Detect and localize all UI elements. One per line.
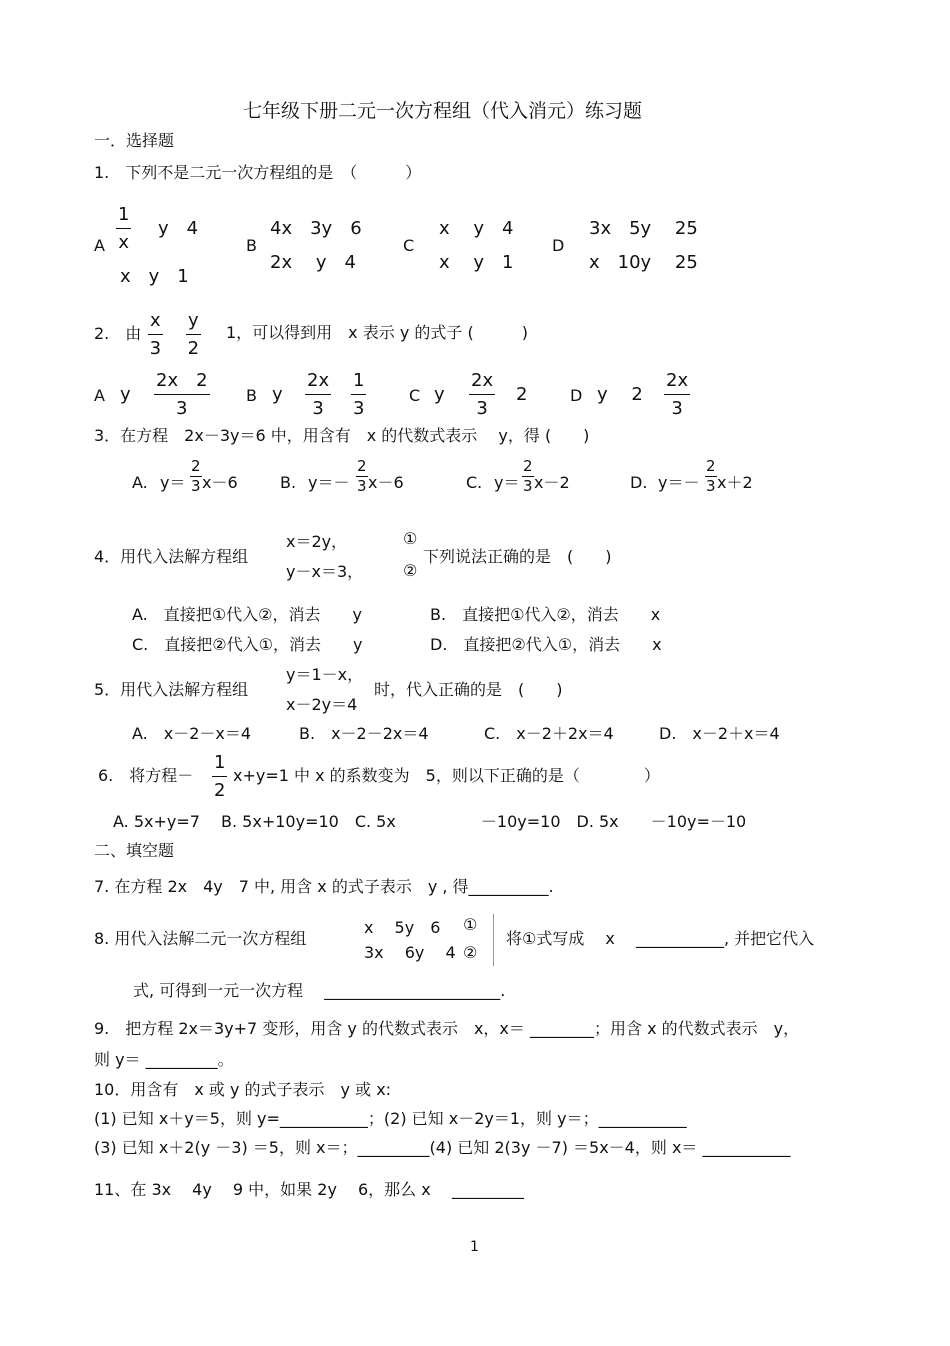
section-fill-heading: 二、填空题 <box>94 841 175 860</box>
q3-c-den: 3 <box>523 477 533 495</box>
q3-b-num: 2 <box>357 457 367 475</box>
page-title: 七年级下册二元一次方程组（代入消元）练习题 <box>243 100 643 122</box>
q2-option-c-tail: 2 <box>516 384 528 405</box>
q1-option-a-fraction <box>116 206 131 252</box>
q2-option-c-y: y <box>434 384 445 405</box>
q2-c-num: 2x <box>469 372 495 395</box>
q3-option-b-label: B. <box>280 473 297 492</box>
q2-option-c-fraction <box>469 372 495 418</box>
q5-option-b: B. x－2－2x＝4 <box>299 724 429 743</box>
q1-option-b-eq2: 2x y 4 <box>270 252 356 273</box>
q2-f1-num: x <box>148 312 163 335</box>
q1-option-b-label: B <box>246 236 257 255</box>
q3-option-b-fraction <box>356 459 368 494</box>
q3-d-den: 3 <box>706 477 716 495</box>
q3-c-num: 2 <box>523 457 533 475</box>
q2-option-d-fraction <box>664 372 690 418</box>
q3-option-c-fraction <box>522 459 534 494</box>
q2-option-a-fraction <box>154 372 210 418</box>
q9-line1: 9. 把方程 2x＝3y+7 变形，用含 y 的代数式表示 x，x＝ ________；用含 x 的代数式表示 y， <box>94 1019 800 1038</box>
q5-option-d: D. x－2＋x＝4 <box>659 724 780 743</box>
q3-option-a-pre: y＝ <box>160 473 186 492</box>
page-number: 1 <box>470 1239 479 1255</box>
q2-d-num: 2x <box>664 372 690 395</box>
q8-eq1: x 5y 6 <box>364 918 441 937</box>
q3-b-den: 3 <box>357 477 367 495</box>
q3-option-c-label: C. <box>466 473 483 492</box>
q2-option-b-fraction2 <box>351 372 366 418</box>
q2-a-den: 3 <box>176 398 188 419</box>
q6-stem-pre: 6. 将方程－ <box>98 766 194 785</box>
q8-divider <box>493 914 494 966</box>
q8-stem-post: 将①式写成 x ___________, 并把它代入 <box>506 929 815 948</box>
q3-stem: 3．在方程 2x－3y＝6 中，用含有 x 的代数式表示 y，得 ( ) <box>94 426 590 445</box>
q2-option-d-label: D <box>570 386 583 405</box>
q8-line2: 式, 可得到一元一次方程 ______________________. <box>133 981 506 1000</box>
q2-f1-den: 3 <box>149 338 162 359</box>
q3-d-num: 2 <box>706 457 716 475</box>
q4-mark2: ② <box>403 561 418 580</box>
q5-stem-pre: 5．用代入法解方程组 <box>94 680 249 699</box>
q10-line1: (1) 已知 x＋y＝5，则 y=___________；(2) 已知 x－2y＝1，则 y＝；___________ <box>94 1109 687 1128</box>
q6-num: 1 <box>212 754 227 777</box>
q6-options: A. 5x+y=7 B. 5x+10y=10 C. 5x －10y=10 D. 5x －10y=－10 <box>113 812 747 831</box>
q2-stem-post: 1，可以得到用 x 表示 y 的式子 ( ) <box>226 323 528 342</box>
q3-option-b-pre: y＝－ <box>308 473 350 492</box>
q4-stem-pre: 4．用代入法解方程组 <box>94 547 249 566</box>
q3-option-c-post: x－2 <box>534 473 570 492</box>
q6-stem-post: x+y=1 中 x 的系数变为 5，则以下正确的是（ ） <box>233 766 660 785</box>
q1-option-b-eq1: 4x 3y 6 <box>270 218 362 239</box>
q5-option-c: C. x－2＋2x＝4 <box>484 724 614 743</box>
q10-intro: 10．用含有 x 或 y 的式子表示 y 或 x: <box>94 1080 392 1099</box>
q2-option-b-y: y <box>272 384 283 405</box>
q4-option-c: C. 直接把②代入①，消去 y <box>132 635 363 654</box>
q4-option-a: A. 直接把①代入②，消去 y <box>132 605 362 624</box>
q2-b-d2: 3 <box>353 398 365 419</box>
q6-den: 2 <box>214 780 226 801</box>
q1-option-c-eq2: x y 1 <box>439 252 514 273</box>
q4-option-d: D. 直接把②代入①，消去 x <box>430 635 662 654</box>
q2-b-d1: 3 <box>312 398 324 419</box>
q1-option-d-eq1: 3x 5y 25 <box>589 218 698 239</box>
q8-mark2: ② <box>463 943 478 962</box>
q8-mark1: ① <box>463 915 478 934</box>
q3-option-c-pre: y＝ <box>494 473 520 492</box>
q1-option-d-label: D <box>552 236 565 255</box>
q2-d-den: 3 <box>671 398 683 419</box>
q9-line2: 则 y＝ _________。 <box>94 1050 234 1069</box>
q3-option-d-post: x＋2 <box>717 473 753 492</box>
q3-option-d-fraction <box>705 459 717 494</box>
q1-option-a-eq1: y 4 <box>158 218 199 239</box>
q1-stem: 1. 下列不是二元一次方程组的是 （ ） <box>94 163 422 182</box>
q5-eq1: y＝1－x， <box>286 665 364 684</box>
q8-eq2: 3x 6y 4 <box>364 943 456 962</box>
q2-option-c-label: C <box>409 386 421 405</box>
q1-option-a-eq2: x y 1 <box>120 266 189 287</box>
q4-stem-post: 下列说法正确的是 ( ) <box>423 547 612 566</box>
q4-option-b: B. 直接把①代入②，消去 x <box>430 605 661 624</box>
q11-stem: 11、在 3x 4y 9 中，如果 2y 6，那么 x _________ <box>94 1180 524 1199</box>
q4-eq1: x＝2y， <box>286 532 348 551</box>
q6-fraction-half <box>212 754 227 800</box>
q2-option-b-fraction1 <box>305 372 331 418</box>
q2-stem-pre: 2. 由 <box>94 324 142 343</box>
q2-option-a-label: A <box>94 386 105 405</box>
q2-fraction-y2 <box>186 312 201 358</box>
q4-eq2: y－x＝3， <box>286 562 364 581</box>
q2-option-a-y: y <box>120 384 131 405</box>
q2-b-n2: 1 <box>351 372 366 395</box>
q1-option-c-eq1: x y 4 <box>439 218 514 239</box>
q5-option-a: A. x－2－x＝4 <box>132 724 252 743</box>
q2-f2-den: 2 <box>187 338 200 359</box>
section-choice-heading: 一．选择题 <box>94 131 175 150</box>
q3-a-num: 2 <box>191 457 201 475</box>
q3-option-a-fraction <box>190 459 202 494</box>
q2-b-n1: 2x <box>305 372 331 395</box>
q1-a-frac-den: x <box>118 232 130 253</box>
q3-option-a-post: x－6 <box>202 473 238 492</box>
q3-option-a-label: A. <box>132 473 148 492</box>
q1-a-frac-num: 1 <box>116 206 131 229</box>
q5-eq2: x－2y＝4 <box>286 695 358 714</box>
q2-option-b-label: B <box>246 386 257 405</box>
q2-f2-num: y <box>186 312 201 335</box>
q2-a-num: 2x 2 <box>154 372 210 395</box>
q7-stem: 7. 在方程 2x 4y 7 中, 用含 x 的式子表示 y , 得__________. <box>94 877 554 896</box>
q1-option-d-eq2: x 10y 25 <box>589 252 698 273</box>
q2-option-d-y: y 2 <box>597 384 643 405</box>
q4-mark1: ① <box>403 529 418 548</box>
q2-c-den: 3 <box>476 398 488 419</box>
q3-option-d-label: D. <box>630 473 648 492</box>
q1-option-a-label: A <box>94 236 105 255</box>
q10-line2: (3) 已知 x＋2(y －3) ＝5，则 x＝；_________(4) 已知 2(3y －7) ＝5x－4，则 x＝ ___________ <box>94 1138 791 1157</box>
q3-a-den: 3 <box>191 477 201 495</box>
q2-fraction-x3 <box>148 312 163 358</box>
q5-stem-post: 时，代入正确的是 ( ) <box>374 680 563 699</box>
q1-option-c-label: C <box>403 236 415 255</box>
q3-option-d-pre: y＝－ <box>658 473 700 492</box>
q3-option-b-post: x－6 <box>368 473 404 492</box>
q8-stem-pre: 8. 用代入法解二元一次方程组 <box>94 929 307 948</box>
